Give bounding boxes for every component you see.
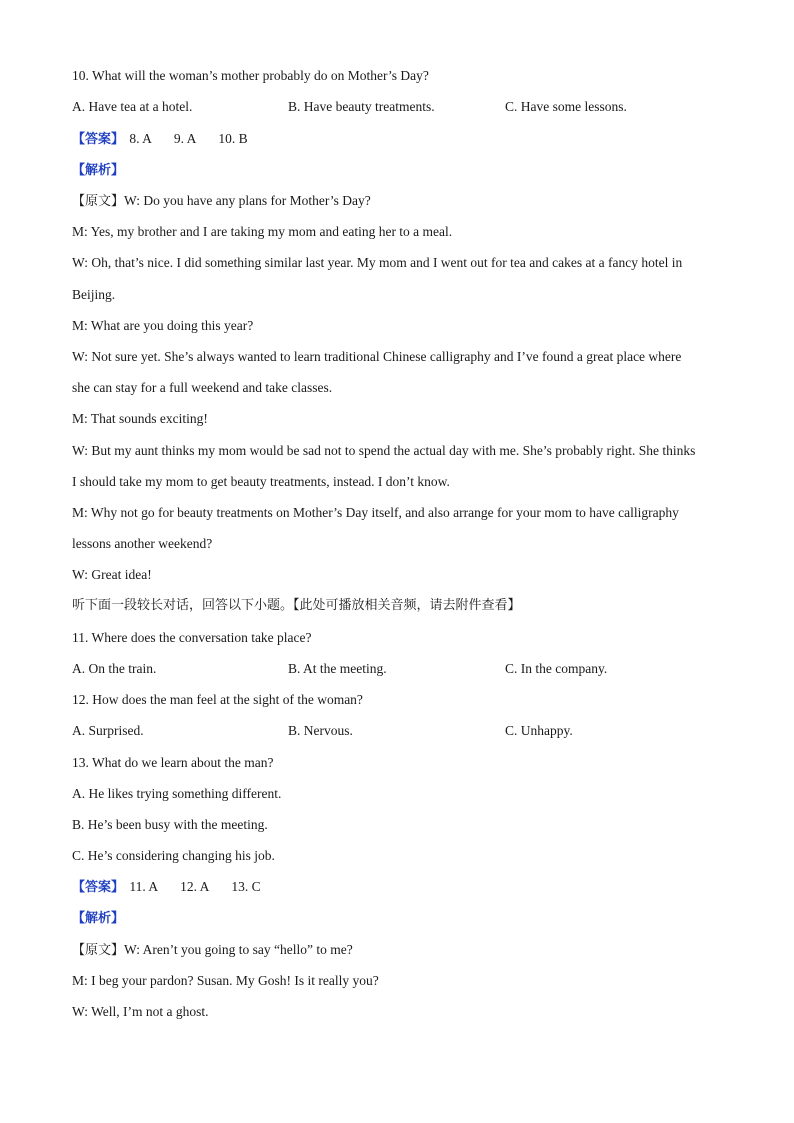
analysis-heading-2: 【解析】: [72, 911, 125, 926]
transcript-tag: 【原文】: [72, 194, 125, 209]
question-12: 12. How does the man feel at the sight of the woman?: [72, 692, 363, 707]
question-12-options: [72, 721, 734, 741]
transcript-line: M: Yes, my brother and I are taking my mom and eating her to a meal.: [72, 224, 453, 239]
option-a: A. He likes trying something different.: [72, 786, 282, 801]
answer-tag: 【答案】: [72, 880, 125, 895]
answer-line-2: [72, 877, 734, 897]
transcript-line: W: Well, I’m not a ghost.: [72, 1004, 209, 1019]
answer-item: 10. B: [218, 131, 248, 146]
transcript-line: W: But my aunt thinks my mom would be sad not to spend the actual day with me. She’s probably right. She thinks: [72, 443, 696, 458]
option-a: A. Have tea at a hotel.: [72, 99, 193, 114]
transcript-line: W: Great idea!: [72, 567, 152, 582]
option-c: C. He’s considering changing his job.: [72, 848, 275, 863]
option-c: C. In the company.: [505, 661, 608, 676]
option-c: C. Unhappy.: [505, 723, 573, 738]
transcript-line: M: What are you doing this year?: [72, 318, 254, 333]
transcript-line: W: Not sure yet. She’s always wanted to learn traditional Chinese calligraphy and I’ve found a great place where: [72, 349, 682, 364]
transcript-line: I should take my mom to get beauty treatments, instead. I don’t know.: [72, 474, 450, 489]
option-a: A. On the train.: [72, 661, 157, 676]
option-b: B. He’s been busy with the meeting.: [72, 817, 268, 832]
answer-item: 12. A: [180, 879, 210, 894]
answer-item: 11. A: [129, 879, 159, 894]
transcript-line: Beijing.: [72, 287, 116, 302]
option-c: C. Have some lessons.: [505, 99, 627, 114]
option-a: A. Surprised.: [72, 723, 144, 738]
option-b: B. Nervous.: [288, 723, 353, 738]
question-11: 11. Where does the conversation take place?: [72, 630, 312, 645]
question-11-options: [72, 659, 734, 679]
answer-item: 8. A: [129, 131, 152, 146]
answer-item: 13. C: [231, 879, 261, 894]
analysis-heading-1: 【解析】: [72, 163, 125, 178]
transcript-line: 【原文】W: Aren’t you going to say “hello” to me?: [72, 942, 353, 958]
question-10: 10. What will the woman’s mother probably do on Mother’s Day?: [72, 68, 429, 83]
transcript-tag: 【原文】: [72, 943, 125, 958]
option-b: B. Have beauty treatments.: [288, 99, 435, 114]
listening-instruction: 听下面一段较长对话，回答以下小题。【此处可播放相关音频，请去附件查看】: [72, 598, 521, 613]
question-10-options: [72, 97, 734, 117]
transcript-line: W: Oh, that’s nice. I did something similar last year. My mom and I went out for tea and cakes at a fancy hotel in: [72, 255, 683, 270]
option-b: B. At the meeting.: [288, 661, 387, 676]
transcript-line: she can stay for a full weekend and take classes.: [72, 380, 333, 395]
answer-item: 9. A: [173, 131, 197, 146]
question-13: 13. What do we learn about the man?: [72, 755, 274, 770]
answer-line-1: [72, 129, 734, 149]
transcript-line: lessons another weekend?: [72, 536, 213, 551]
transcript-line: M: Why not go for beauty treatments on Mother’s Day itself, and also arrange for your mom to have calligraphy: [72, 505, 679, 520]
transcript-line: M: That sounds exciting!: [72, 411, 208, 426]
transcript-line: 【原文】W: Do you have any plans for Mother’s Day?: [72, 193, 371, 209]
answer-tag: 【答案】: [72, 132, 125, 147]
transcript-line: M: I beg your pardon? Susan. My Gosh! Is it really you?: [72, 973, 379, 988]
